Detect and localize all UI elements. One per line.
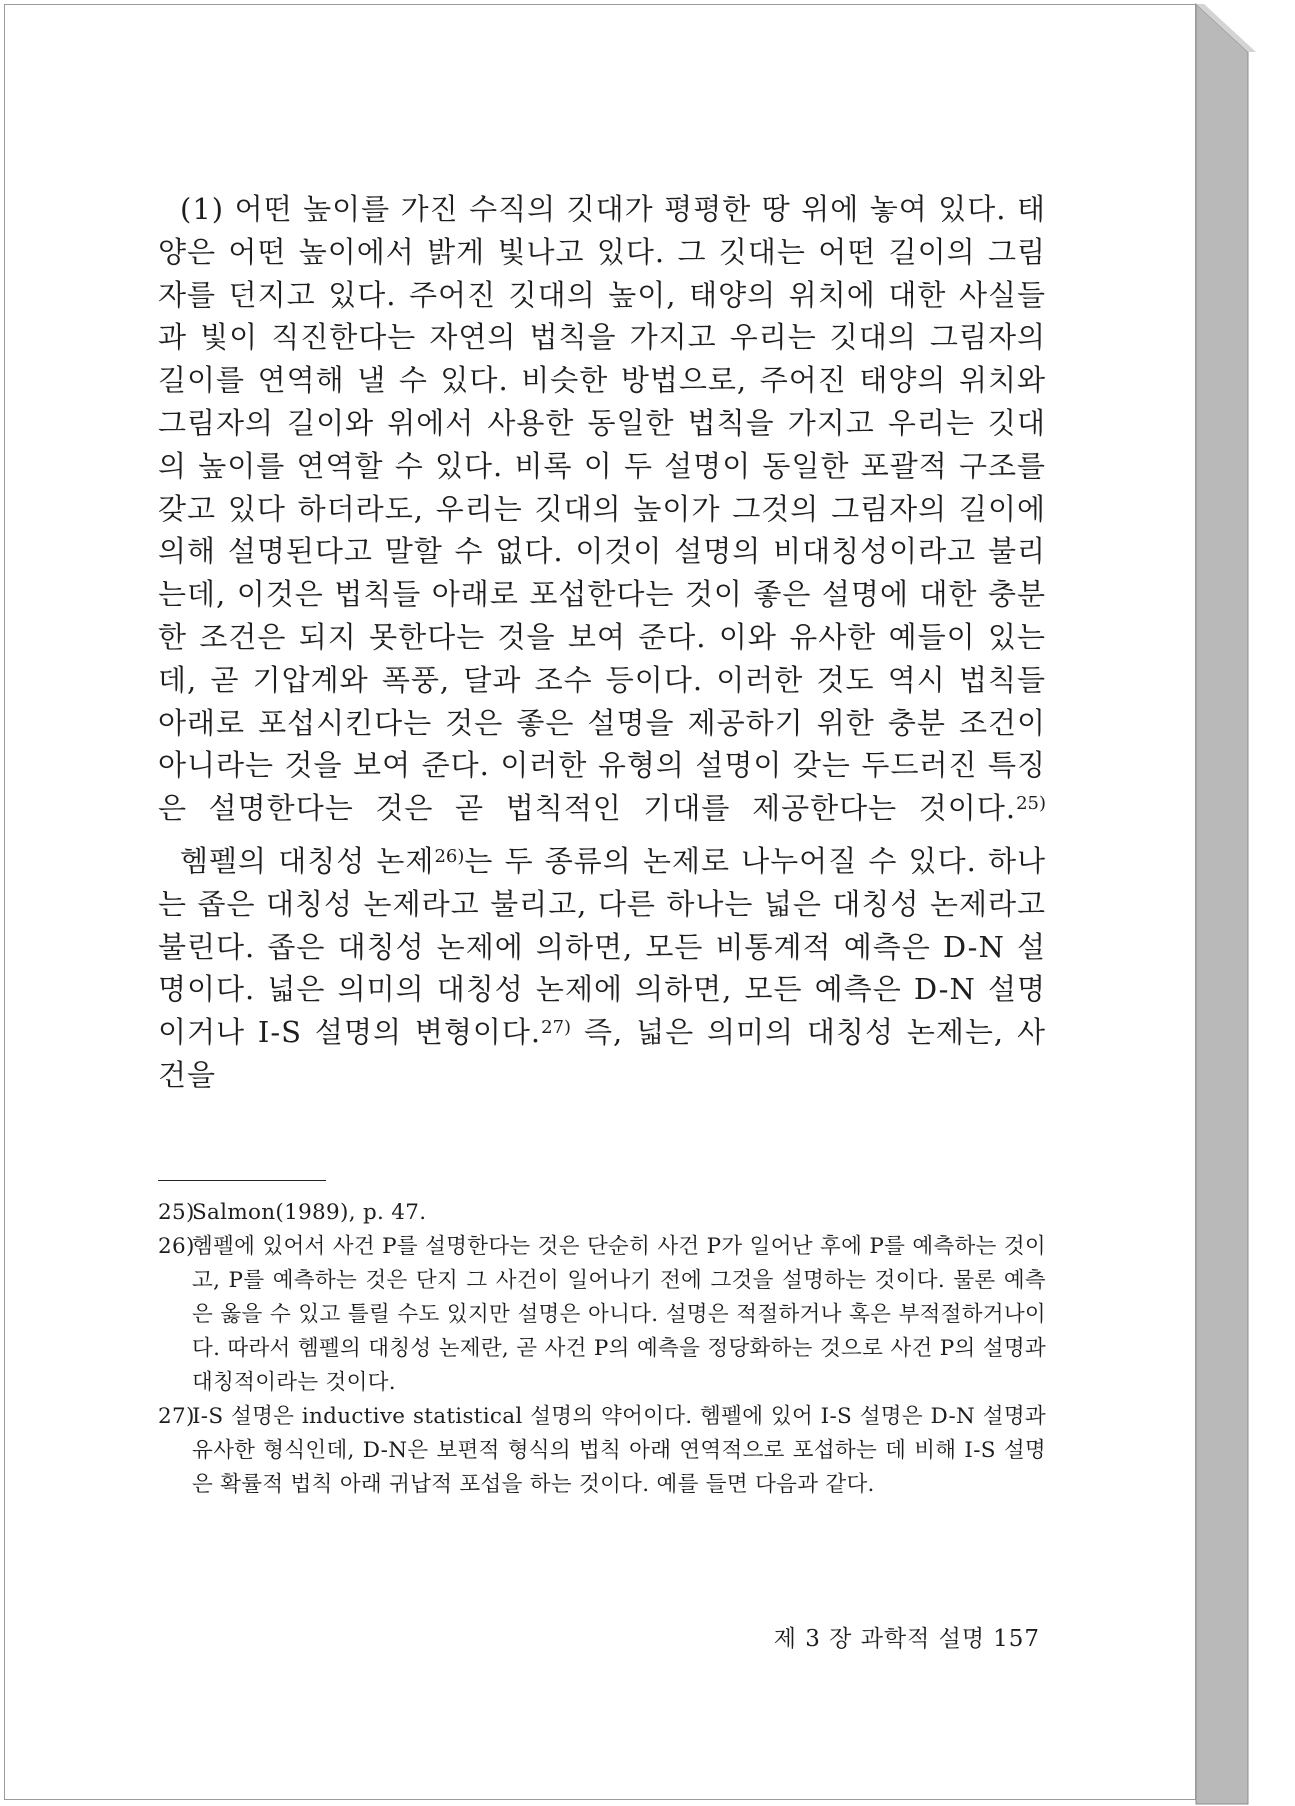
footnote-number: 27): [158, 1404, 195, 1429]
footnote-text: I-S 설명은 inductive statistical 설명의 약어이다. 헴펠에 있어 I-S 설명은 D-N 설명과 유사한 형식인데, D-N은 보편적 형식의 법칙 아래 연역적으로 포섭하는 데 비해 I-S 설명은 확률적 법칙 아래 귀납적 포섭을 하는 것이다. 예를 들면 다음과 같다.: [192, 1404, 1046, 1497]
footnote-ref-26[interactable]: 26): [434, 845, 465, 867]
page-footer: [766, 1620, 1040, 1653]
paragraph-2: [158, 840, 1046, 1097]
paragraph-1: [158, 188, 1046, 830]
running-head-chapter: 제 3 장 과학적 설명: [773, 1626, 986, 1652]
footnotes: [158, 1196, 1046, 1502]
paragraph-2-text-b: 는 두 종류의 논제로 나누어질 수 있다. 하나는 좁은 대칭성 논제라고 불리고, 다른 하나는 넓은 대칭성 논제라고 불린다. 좁은 대칭성 논제에 의하면, 모든 비통계적 예측은 D-N 설명이다. 넓은 의미의 대칭성 논제에 의하면, 모든 예측은 D-N 설명이거나 I-S 설명의 변형이다.: [158, 843, 1046, 1050]
footnote-27: [158, 1400, 1046, 1502]
footnote-ref-25[interactable]: 25): [1016, 793, 1046, 815]
footnote-text: 헴펠에 있어서 사건 P를 설명한다는 것은 단순히 사건 P가 일어난 후에 P를 예측하는 것이고, P를 예측하는 것은 단지 그 사건이 일어나기 전에 그것을 설명하는 것이다. 물론 예측은 옳을 수 있고 틀릴 수도 있지만 설명은 아니다. 설명은 적절하거나 혹은 부적절하거나이다. 따라서 헴펠의 대칭성 논제란, 곧 사건 P의 예측을 정당화하는 것으로 사건 P의 설명과 대칭적이라는 것이다.: [192, 1234, 1046, 1395]
footnote-text: Salmon(1989), p. 47.: [192, 1200, 427, 1225]
paragraph-2-text-a: 헴펠의 대칭성 논제: [180, 843, 435, 878]
footnote-ref-27[interactable]: 27): [541, 1017, 572, 1039]
footnote-26: [158, 1230, 1046, 1400]
footnote-separator: [158, 1180, 326, 1181]
footnote-number: 25): [158, 1200, 195, 1225]
body-text: [158, 188, 1046, 1107]
page-number: 157: [993, 1626, 1040, 1652]
paragraph-2-text-c: 즉, 넓은 의미의 대칭성 논제는, 사건을: [158, 1015, 1046, 1092]
paragraph-1-text: (1) 어떤 높이를 가진 수직의 깃대가 평평한 땅 위에 놓여 있다. 태양은 어떤 높이에서 밝게 빛나고 있다. 그 깃대는 어떤 길이의 그림자를 던지고 있다. 주어진 깃대의 높이, 태양의 위치에 대한 사실들과 빛이 직진한다는 자연의 법칙을 가지고 우리는 깃대의 그림자의 길이를 연역해 낼 수 있다. 비슷한 방법으로, 주어진 태양의 위치와 그림자의 길이와 위에서 사용한 동일한 법칙을 가지고 우리는 깃대의 높이를 연역할 수 있다. 비록 이 두 설명이 동일한 포괄적 구조를 갖고 있다 하더라도, 우리는 깃대의 높이가 그것의 그림자의 길이에 의해 설명된다고 말할 수 없다. 이것이 설명의 비대칭성이라고 불리는데, 이것은 법칙들 아래로 포섭한다는 것이 좋은 설명에 대한 충분한 조건은 되지 못한다는 것을 보여 준다. 이와 유사한 예들이 있는데, 곧 기압계와 폭풍, 달과 조수 등이다. 이러한 것도 역시 법칙들 아래로 포섭시킨다는 것은 좋은 설명을 제공하기 위한 충분 조건이 아니라는 것을 보여 준다. 이러한 유형의 설명이 갖는 두드러진 특징은 설명한다는 것은 곧 법칙적인 기대를 제공한다는 것이다.: [158, 192, 1046, 826]
footnote-number: 26): [158, 1234, 195, 1259]
footnote-25: [158, 1196, 1046, 1230]
